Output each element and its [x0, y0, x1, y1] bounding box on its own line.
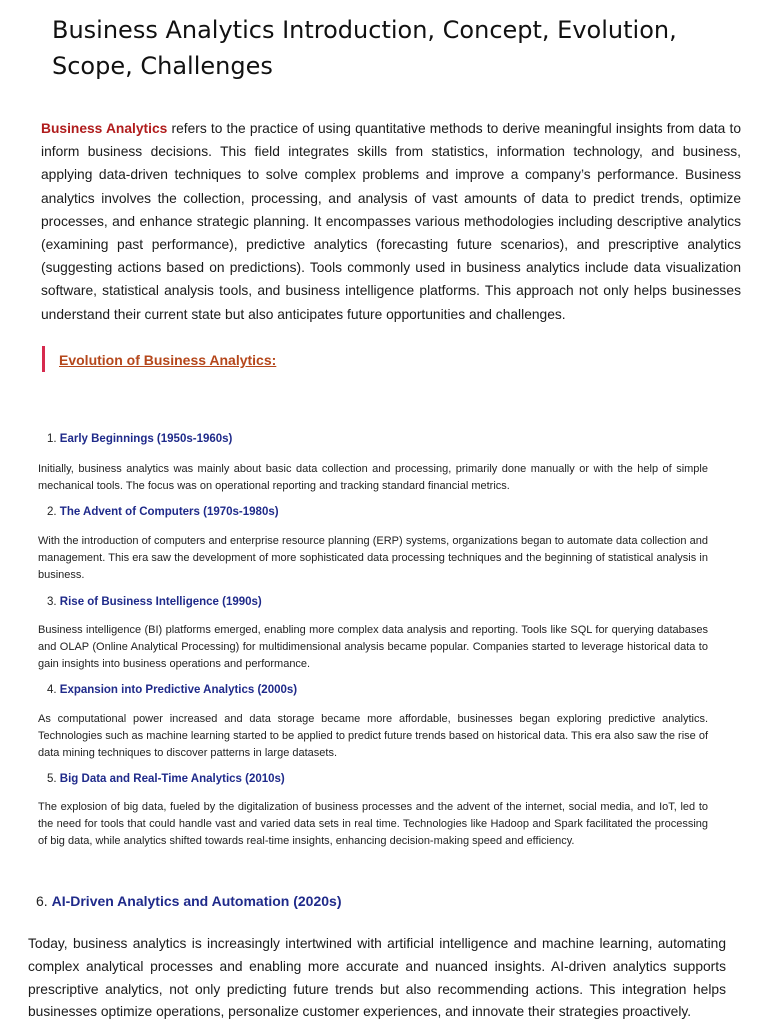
- period-heading-1: [47, 433, 232, 445]
- period-description-6: Today, business analytics is increasingly intertwined with artificial intelligence and machine learning, automating complex analytical processes and enabling more accurate and nuanced insights. AI-driven analytics supports prescriptive analytics, not only predicting future trends but also recommending actions. This integration helps businesses optimize operations, personalize customer experiences, and innovate their strategies proactively.: [28, 936, 726, 1020]
- period-number: 2.: [47, 506, 57, 518]
- period-number: 3.: [47, 596, 57, 608]
- period-description-5: The explosion of big data, fueled by the digitalization of business processes and the advent of the internet, social media, and IoT, led to the need for tools that could handle vast and varied data sets in real time. Technologies like Hadoop and Spark facilitated the processing of big data, while analytics shifted towards real-time insights, enhancing decision-making speed and efficiency.: [38, 801, 708, 847]
- period-number: 4.: [47, 684, 57, 696]
- period-title: Early Beginnings (1950s-1960s): [59, 433, 233, 445]
- period-heading-2: [47, 506, 279, 518]
- period-heading-5: [47, 773, 285, 785]
- period-title: Big Data and Real-Time Analytics (2010s): [59, 773, 285, 785]
- page-title: Business Analytics Introduction, Concept, Evolution, Scope, Challenges: [52, 16, 677, 80]
- period-description-2: With the introduction of computers and enterprise resource planning (ERP) systems, organizations began to automate data collection and management. This era saw the development of more sophisticated data processing techniques and the beginning of statistical analysis in business.: [38, 535, 708, 581]
- period-number: 5.: [47, 773, 57, 785]
- intro-text: refers to the practice of using quantitative methods to derive meaningful insights from data to inform business decisions. This field integrates skills from statistics, information technology, and business, applying data-driven techniques to solve complex problems and improve a company’s performance. Business analytics involves the collection, processing, and analysis of vast amounts of data to predict trends, optimize processes, and enhance strategic planning. It encompasses various methodologies including descriptive analytics (examining past performance), predictive analytics (forecasting future scenarios), and prescriptive analytics (suggesting actions based on predictions). Tools commonly used in business analytics include data visualization software, statistical analysis tools, and business intelligence platforms. This approach not only helps businesses understand their current state but also anticipates future opportunities and challenges.: [41, 121, 741, 322]
- period-heading-3: [47, 596, 262, 608]
- evolution-heading-text: Evolution of Business Analytics:: [59, 352, 277, 368]
- intro-term: Business Analytics: [41, 121, 168, 136]
- period-title: Rise of Business Intelligence (1990s): [59, 596, 262, 608]
- period-number: 1.: [47, 433, 57, 445]
- period-description-1: Initially, business analytics was mainly about basic data collection and processing, primarily done manually or with the help of simple mechanical tools. The focus was on operational reporting and tracking standard financial metrics.: [38, 463, 708, 492]
- period-title: Expansion into Predictive Analytics (2000s): [59, 684, 298, 696]
- period-description-3: Business intelligence (BI) platforms emerged, enabling more complex data analysis and reporting. Tools like SQL for querying databases and OLAP (Online Analytical Processing) for multidimensional analysis became popular. Companies started to leverage historical data to gain insights into business operations and performance.: [38, 624, 708, 670]
- evolution-heading: [42, 344, 442, 372]
- accent-bar: [42, 346, 45, 372]
- period-heading-4: [47, 684, 297, 696]
- intro-paragraph: [41, 117, 741, 326]
- period-title: AI-Driven Analytics and Automation (2020s): [51, 893, 342, 909]
- period-description-4: As computational power increased and data storage became more affordable, businesses began exploring predictive analytics. Technologies such as machine learning started to be applied to predict future trends based on historical data. This era also saw the rise of data mining techniques to discover patterns in large datasets.: [38, 713, 708, 759]
- period-title: The Advent of Computers (1970s-1980s): [59, 506, 279, 518]
- period-number: 6.: [36, 893, 48, 909]
- period-heading-6: [36, 893, 342, 909]
